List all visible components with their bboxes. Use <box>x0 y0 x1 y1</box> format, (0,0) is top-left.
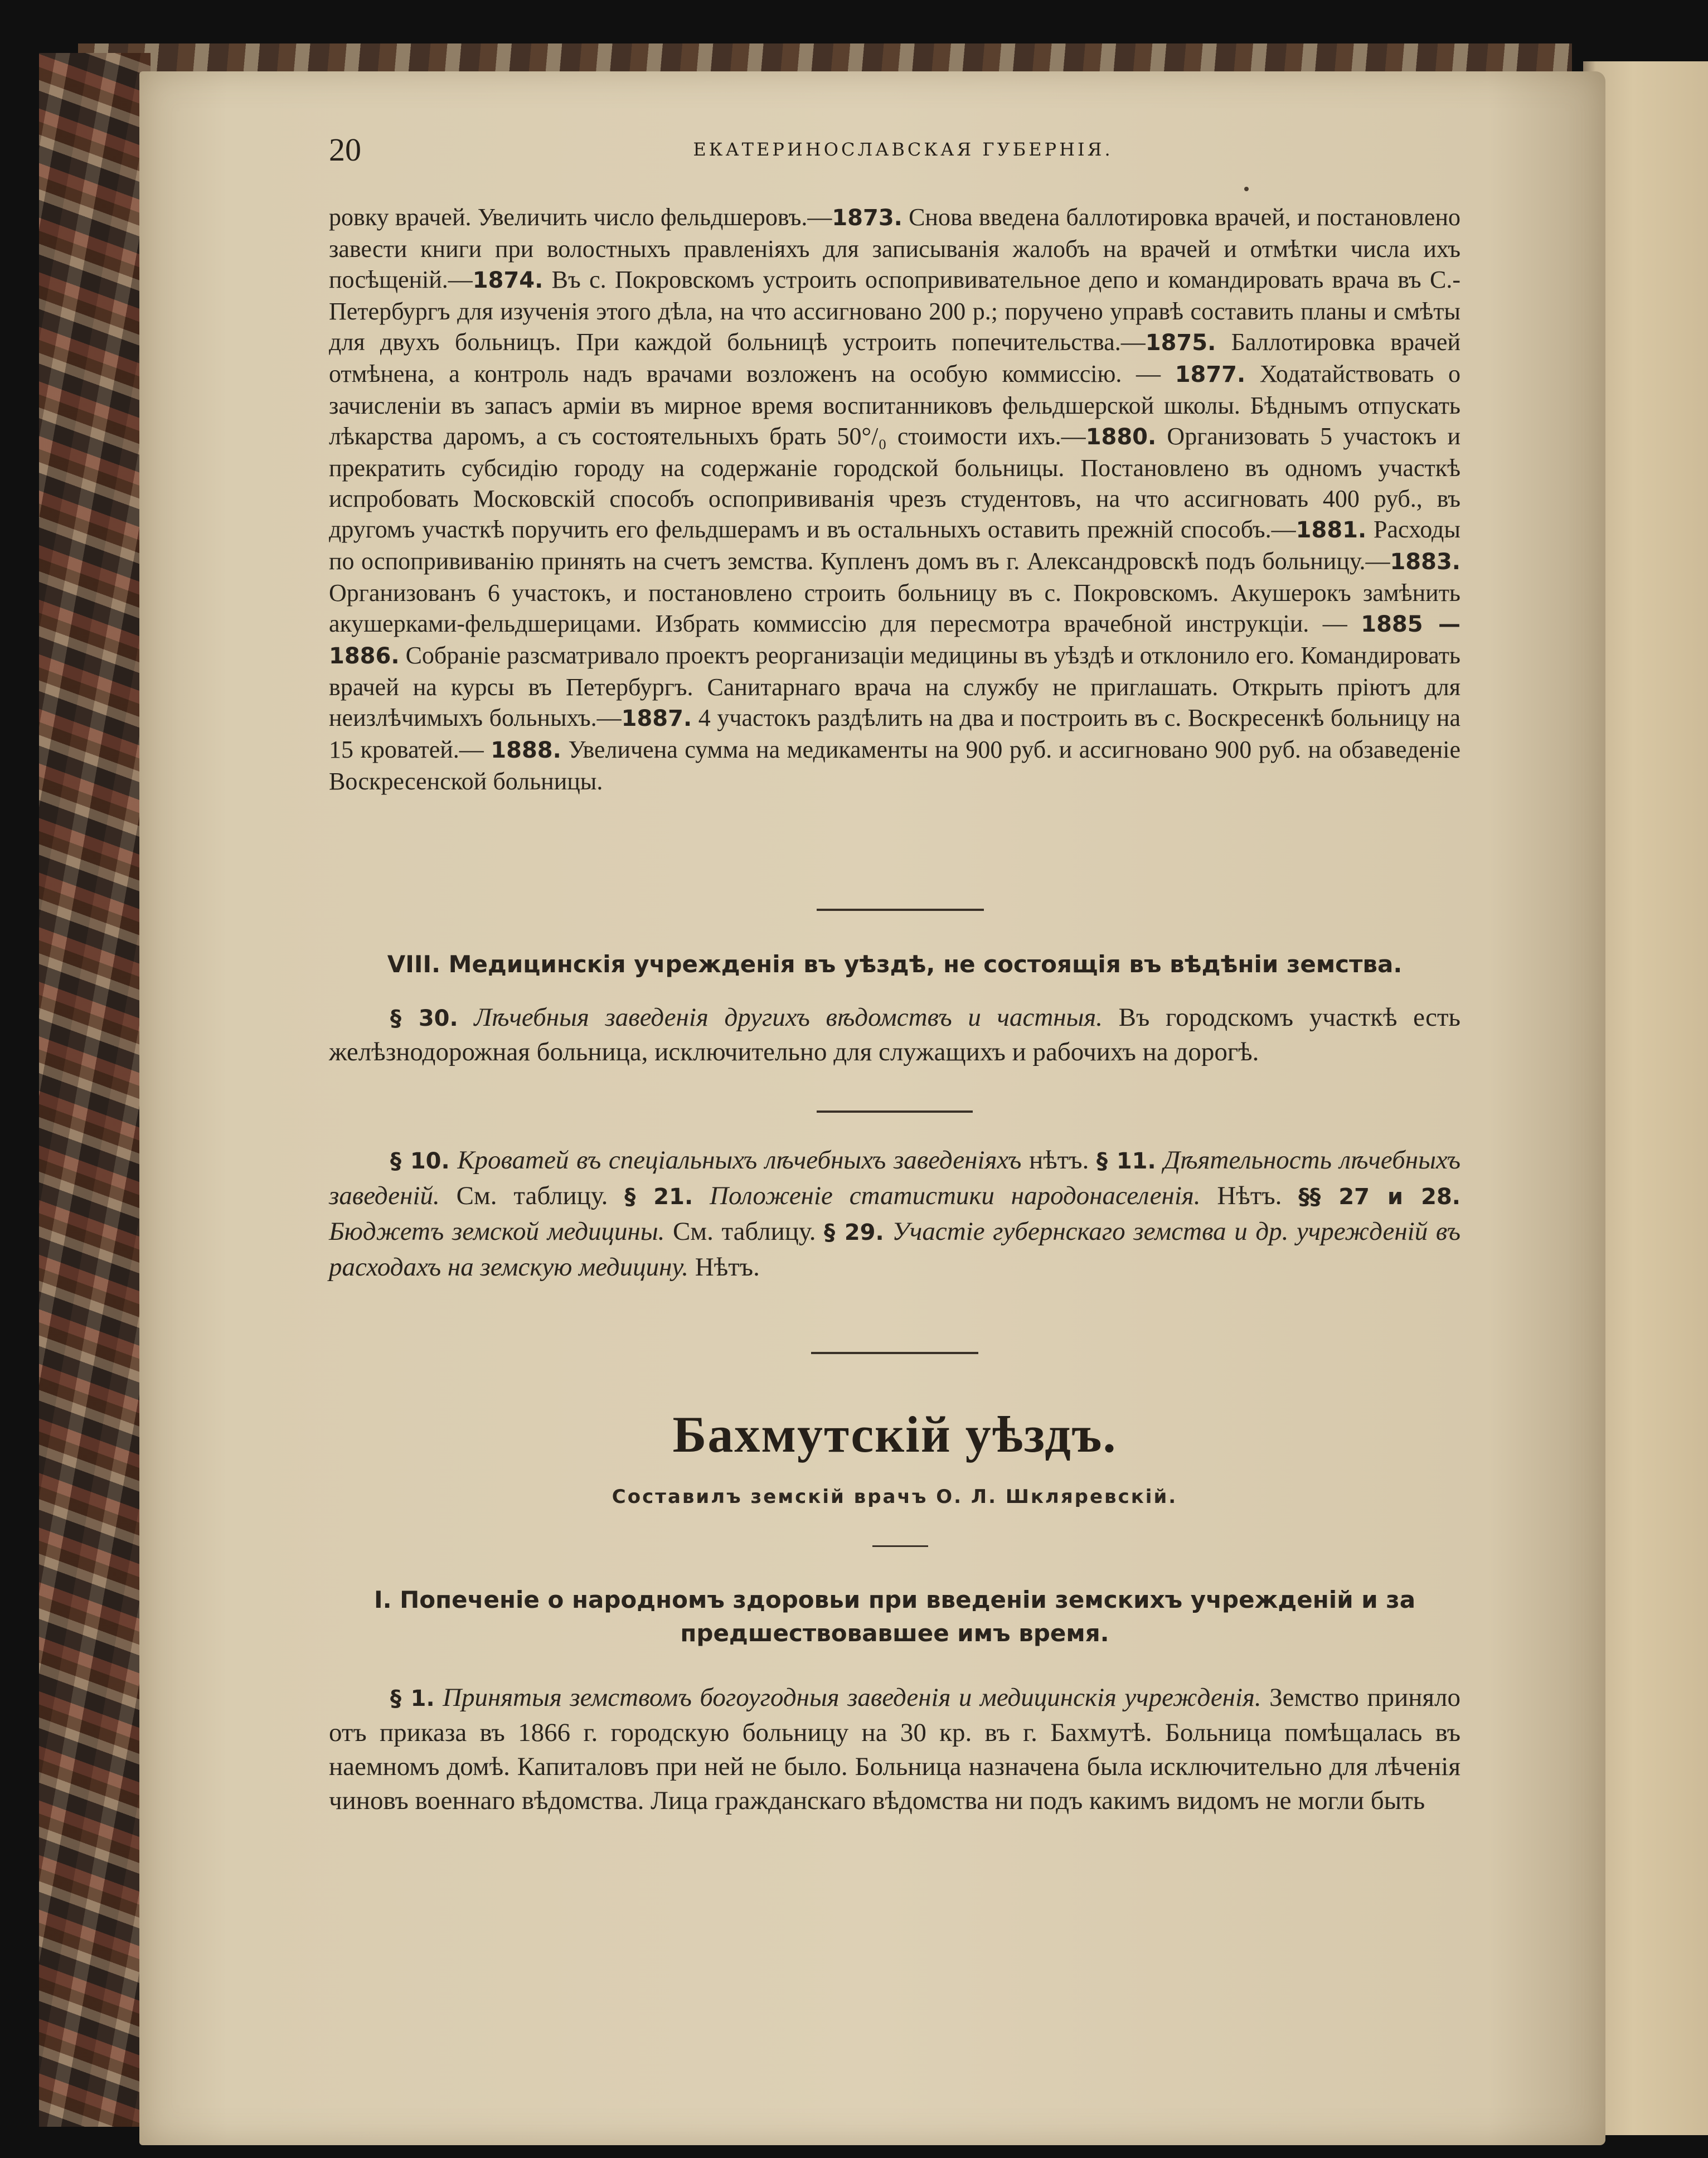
paragraph-title: Участіе губернскаго земства и др. учрежденій въ расходахъ на земскую медицину. <box>329 1217 1460 1282</box>
section-i-paragraph <box>329 1681 1460 1818</box>
text-run: Баллотировка врачей отмѣнена, а контроль надъ врачами возложенъ на особую коммиссію. — <box>329 328 1460 387</box>
paragraph-title: Дѣятельность лѣчебныхъ заведеній. <box>329 1146 1460 1210</box>
paragraph-number: §§ 27 и 28. <box>1298 1184 1460 1210</box>
text-run: Снова введена баллотировка врачей, и постановлено завести книги при волостныхъ правленіяхъ для записыванія жалобъ на врачей и отмѣтки числа ихъ посѣщеній.— <box>329 203 1460 293</box>
text-run: ровку врачей. Увеличить число фельдшеровъ.— <box>329 203 832 231</box>
paragraph-number: § 11. <box>1096 1148 1156 1174</box>
ink-speck <box>1244 187 1249 191</box>
section-i-heading-line1: I. Попеченіе о народномъ здоровьи при введеніи земскихъ учрежденій и за <box>373 1586 1416 1613</box>
text-run: Организованъ 6 участокъ, и постановлено строить больницу въ с. Покровскомъ. Акушерокъ замѣнить акушерками-фельдшерицами. Избрать коммиссію для пересмотра врачебной инструкціи. — <box>329 579 1460 637</box>
section-i-heading <box>329 1583 1460 1650</box>
section-i-heading-line2: предшествовавшее имъ время. <box>680 1619 1109 1647</box>
paragraph-text: Нѣтъ. <box>688 1253 760 1282</box>
paragraph-number: § 10. <box>390 1148 450 1174</box>
year-1875: 1875. <box>1145 330 1216 356</box>
paragraph-number: § 21. <box>624 1184 693 1210</box>
paragraph-text: нѣтъ. <box>1021 1146 1096 1175</box>
text-run: Расходы по оспопрививанію принять на счетъ земства. Купленъ домъ въ г. Александровскѣ подъ больницу.— <box>329 516 1460 575</box>
paragraph-text: Въ городскомъ участкѣ есть желѣзнодорожная больница, исключительно для служащихъ и рабочихъ на дорогѣ. <box>329 1003 1460 1066</box>
paragraph-number: § 29. <box>824 1220 884 1245</box>
section-viii-paragraph <box>329 1001 1460 1069</box>
text-run: Увеличена сумма на медикаменты на 900 руб. и ассигновано 900 руб. на обзаведеніе Воскресенской больницы. <box>329 736 1460 795</box>
paragraph-number: § 30. <box>390 1006 458 1031</box>
paragraph-title: Положеніе статистики народонаселенія. <box>693 1181 1201 1210</box>
year-1874: 1874. <box>472 268 544 293</box>
paragraph-text: Земство приняло отъ приказа въ 1866 г. городскую больницу на 30 кр. въ г. Бахмутѣ. Больница помѣщалась въ наемномъ домѣ. Капиталовъ при ней не было. Больница назначена была исключительно для лѣченія чиновъ военнаго вѣдомства. Лица гражданскаго вѣдомства ни подъ какимъ видомъ не могли быть <box>329 1683 1460 1815</box>
year-1887: 1887. <box>621 706 692 731</box>
running-title: ЕКАТЕРИНОСЛАВСКАЯ ГУБЕРНІЯ. <box>693 139 1113 160</box>
year-1885-1886: 1885 — 1886. <box>329 612 1460 669</box>
year-1880: 1880. <box>1085 424 1157 450</box>
year-1883: 1883. <box>1390 549 1460 575</box>
paragraph-text: Нѣтъ. <box>1200 1181 1299 1210</box>
text-run: Ходатайствовать о зачисленіи въ запасъ арміи въ мирное время воспитанниковъ фельдшерской школы. Бѣднымъ отпускать лѣкарства даромъ, а съ состоятельныхъ брать 50°/₀ стоимости ихъ.— <box>329 360 1460 450</box>
compiled-by: Составилъ земскій врачъ О. Л. Шкляревскій. <box>612 1486 1178 1508</box>
short-divider <box>872 1545 928 1547</box>
paragraph-text: См. таблицу. <box>664 1217 824 1246</box>
page-header <box>329 131 1477 176</box>
paragraph-title: Принятыя земствомъ богоугодныя заведенія и медицинскія учрежденія. <box>434 1683 1261 1712</box>
section-viii-heading: VIII. Медицинскія учрежденія въ уѣздѣ, не состоящія въ вѣдѣніи земства. <box>387 951 1403 978</box>
text-run: Въ с. Покровскомъ устроить оспопрививательное депо и командировать врача въ С.-Петербургъ для изученія этого дѣла, на что ассигновано 200 р.; поручено управѣ составить планы и смѣты для двухъ больницъ. При каждой больницѣ устроить попечительства.— <box>329 266 1460 356</box>
paragraph-number: § 1. <box>390 1686 435 1711</box>
section-divider <box>817 1110 973 1113</box>
year-1888: 1888. <box>491 738 561 763</box>
year-1877: 1877. <box>1175 362 1246 387</box>
paragraph-text: См. таблицу. <box>439 1181 625 1210</box>
paragraph-title: Лѣчебныя заведенія другихъ вѣдомствъ и частныя. <box>458 1003 1103 1032</box>
paragraph-title: Бюджетъ земской медицины. <box>329 1217 665 1246</box>
district-title: Бахмутскій уѣздъ. <box>672 1406 1117 1463</box>
page-number: 20 <box>329 132 361 168</box>
summary-paragraph <box>329 1143 1460 1284</box>
year-1873: 1873. <box>832 205 902 231</box>
text-run: 4 участокъ раздѣлить на два и построить въ с. Воскресенкѣ больницу на 15 кроватей.— <box>329 704 1461 763</box>
year-1881: 1881. <box>1295 517 1367 543</box>
paragraph-title: Кроватей въ спеціальныхъ лѣчебныхъ заведеніяхъ <box>449 1146 1022 1175</box>
section-divider <box>811 1352 978 1354</box>
section-divider <box>817 909 984 911</box>
text-run: Собраніе разсматривало проектъ реорганизаціи медицины въ уѣздѣ и отклонило его. Командировать врачей на курсы въ Петербургъ. Санитарнаго врача на службу не приглашать. Открыть пріютъ для неизлѣчимыхъ больныхъ.— <box>329 642 1460 731</box>
text-run: Организовать 5 участокъ и прекратить субсидію городу на содержаніе городской больницы. Постановлено въ одномъ участкѣ испробовать Московскій способъ оспопрививанія чрезъ студентовъ, на что ассигновать 400 руб., въ другомъ участкѣ поручить его фельдшерамъ и въ остальныхъ оставить прежній способъ.— <box>329 423 1460 543</box>
marbled-book-edge <box>39 53 151 2127</box>
top-paragraph <box>329 202 1460 797</box>
